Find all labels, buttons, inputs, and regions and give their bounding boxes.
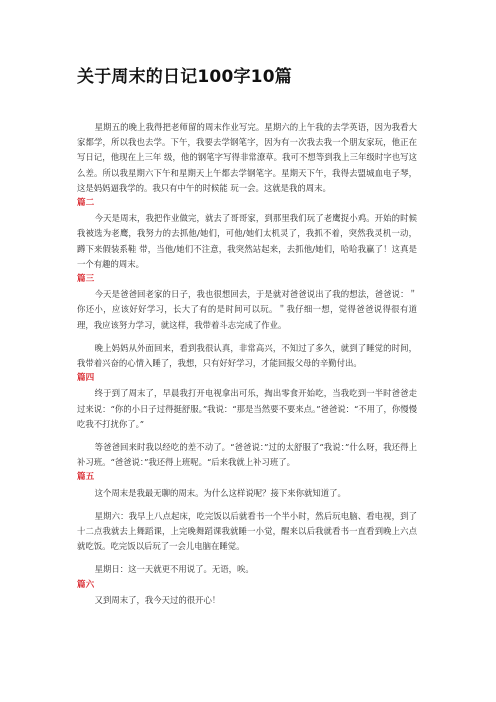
section-heading: 篇三: [77, 274, 95, 285]
document-body: [77, 120, 417, 608]
paragraph: 晚上妈妈从外面回来，看到我很认真，非常高兴，不知过了多久，就到了睡觉的时间，我带着兴奋的心情入睡了，我想，只有好好学习，才能回报父母的辛勤付出。: [77, 342, 417, 369]
section-heading: 篇六: [77, 579, 95, 590]
paragraph: 又到周末了，我今天过的很开心！: [94, 594, 221, 605]
paragraph: 星期六：我早上八点起床，吃完饭以后就看书一个半小时，然后玩电脑、看电视，到了十二点我就去上舞蹈课，上完晚舞蹈课我就睡一小觉，醒来以后我就看书一直看到晚上六点就吃饭。吃完饭以后玩了一会儿电脑在睡觉。: [77, 510, 417, 552]
paragraph: 终于到了周末了，早晨我打开电视拿出可乐，掏出零食开始吃，当我吃到一半时爸爸走过来说：“你的小日子过得挺舒服。”我说：“那是当然要不要来点。”爸爸说：“不用了，你慢慢吃我不打扰你了。”: [77, 388, 417, 429]
paragraph: 今天是爸爸回老家的日子，我也很想回去，于是就对爸爸说出了我的想法，爸爸说：＂你还小，应该好好学习，长大了有的是时间可以玩。＂我仔细一想，觉得爸爸说得很有道理，我应该努力学习，就这样，我带着斗志完成了作业。: [77, 289, 417, 330]
section-heading: 篇二: [77, 198, 95, 209]
paragraph: 星期五的晚上我得把老师留的周末作业写完。星期六的上午我的去学英语，因为我看大家都学，所以我也去学。下午，我要去学钢笔字，因为有一次我去我一个朋友家玩，他正在写日记，他现在上三年 级，他的钢笔字写得非常潦草。我可不想等到我上三年级时字也写这么差。所以我星期六下午和星期天上午都去学钢笔字。星期天下午，我得去盟城血电子琴，这是妈妈逼我学的。我只有中午的时候能 玩一会。这就是我的周末。: [77, 122, 417, 193]
paragraph: 等爸爸回来时我以经吃的差不动了。“爸爸说：”过的太舒服了“我说：”什么呀，我还得上补习班。“爸爸说：”我还得上班呢。“后来我就上补习班了。: [77, 442, 417, 468]
paragraph: 今天是周末，我把作业做完，就去了哥哥家，到那里我们玩了老鹰捉小鸡。开始的时候我被选为老鹰，我努力的去抓他/她们，可他/她们太机灵了，我抓不着，突然我灵机一动，蹲下来假装系鞋 带，当他/她们不注意，我突然站起来，去抓他/她们，哈哈我赢了！这真是一个有趣的周末。: [77, 213, 417, 269]
section-heading: 篇四: [77, 373, 95, 384]
document-title: 关于周末的日记100字10篇: [77, 67, 292, 87]
paragraph: 这个周末是我最无聊的周末。为什么这样说呢？接下来你就知道了。: [94, 487, 346, 498]
section-heading: 篇五: [77, 472, 95, 483]
paragraph: 星期日：这一天就更不用说了。无语，唉。: [94, 564, 254, 575]
